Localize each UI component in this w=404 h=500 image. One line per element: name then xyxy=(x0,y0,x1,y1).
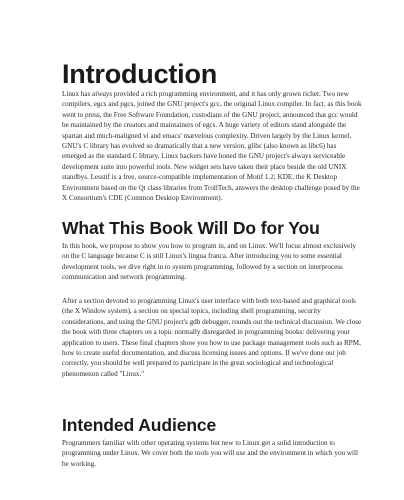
intro-paragraph xyxy=(62,89,362,203)
what-paragraph-1: In this book, we propose to show you how to program in, and on Linux. We'll focus almost exclusively on the C language because C is still Linux's lingua franca. After introducing you to some essential development tools, we dive right in to system programming, followed by a section on interprocess communication and network programming. xyxy=(62,242,356,282)
intro-text-start: Linux has xyxy=(62,90,93,98)
what-paragraph-2: After a section devoted to programming Linux's user interface with both text-based and graphical tools (the X Window system), a section on special topics, including shell programming, security considerations, and using the GNU project's gdb debugger, rounds out the technical discussion. We close the book with three chapters on a topic normally disregarded in programming books: delivering your application to users. These final chapters show you how to use package management tools such as RPM, how to create useful documentation, and discuss licensing issues and options. If we've done our job correctly, you should be well prepared to participate in the great sociological and technological phenomenon called "Linux." xyxy=(62,297,362,378)
section-heading-intended-audience: Intended Audience xyxy=(62,415,217,435)
audience-paragraph-1: Programmers familiar with other operating systems but new to Linux get a solid introduction to programming under Linux. We cover both the tools you will use and the environment in which you will be working. xyxy=(62,439,358,468)
chapter-title: Introduction xyxy=(62,59,218,89)
intro-text-rest: provided a rich programming environment, and it has only grown richer. Two new compilers, egcs and pgcs, joined the GNU project's gcc, the original Linux compiler. In fact, as this book went to press, the Free Software Foundation, custodians of the GNU project, announced that gcc would be maintained by the creators and maintainers of egcs. A huge variety of editors stand alongside the spartan and much-maligned vi and emacs' marvelous complexity. Driven largely by the Linux kernel, GNU's C library has evolved so dramatically that a new version, glibc (also known as libc6) has emerged as the standard C library. Linux hackers have honed the GNU project's always serviceable development suite into powerful tools. New widget sets have taken their place beside the old UNIX standbys. Lesstif is a free, source-compatible implementation of Motif 1.2; KDE, the K Desktop Environment based on the Qt class libraries from TrollTech, answers the desktop challenge posed by the X Consortium's CDE (Common Desktop Environment). xyxy=(62,90,362,203)
intro-emphasis: always xyxy=(92,90,112,98)
section-heading-what-this-book: What This Book Will Do for You xyxy=(62,218,320,238)
